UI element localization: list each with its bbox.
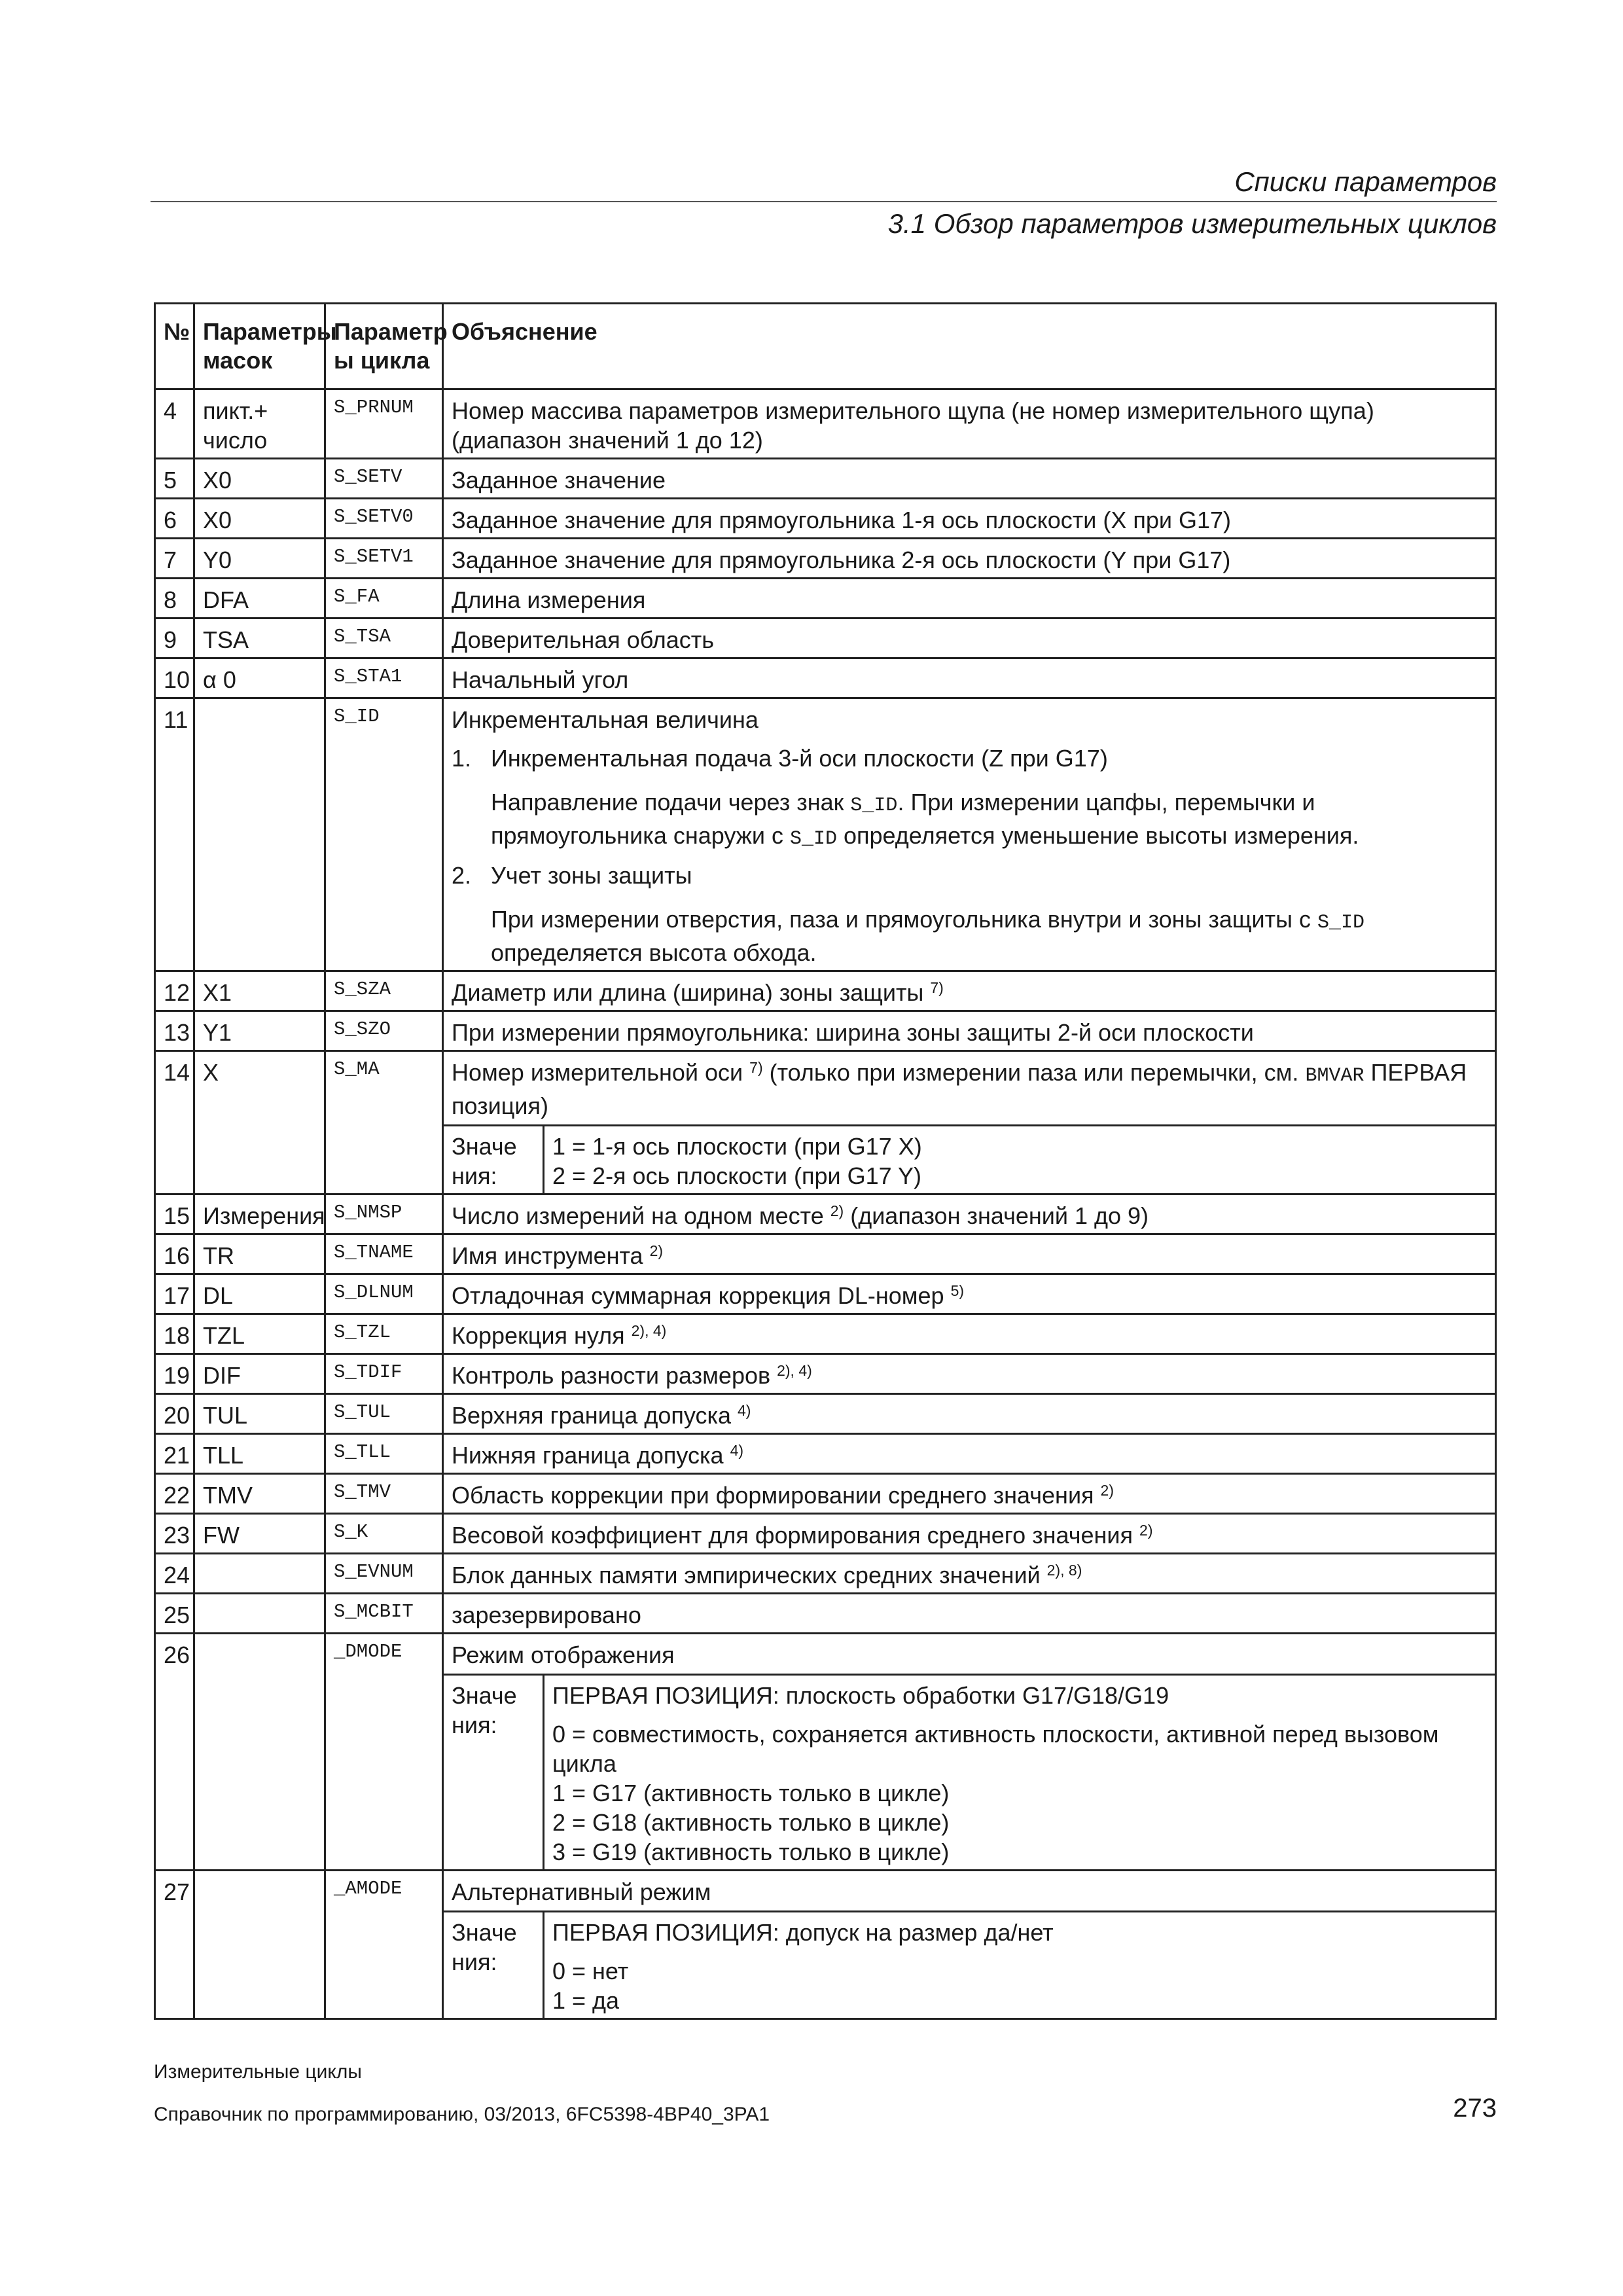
row-number: 17 xyxy=(155,1274,194,1314)
values-table xyxy=(444,1124,1495,1193)
parameters-table xyxy=(154,302,1497,2020)
explanation-text: Верхняя граница допуска xyxy=(452,1402,738,1429)
table-row xyxy=(155,1554,1496,1594)
footnote-ref: 7) xyxy=(749,1059,763,1076)
explanation-text: Область коррекции при формировании среднего значения xyxy=(452,1482,1101,1509)
mask-param: TSA xyxy=(194,619,325,658)
explanation: зарезервировано xyxy=(443,1594,1496,1634)
values-table xyxy=(444,1674,1495,1869)
row-number: 27 xyxy=(155,1871,194,2019)
mask-param: X0 xyxy=(194,459,325,499)
cycle-param: S_MA xyxy=(325,1051,443,1194)
mask-param: Y0 xyxy=(194,539,325,579)
table-row xyxy=(155,1434,1496,1474)
explanation xyxy=(443,1354,1496,1394)
code-s-id: S_ID xyxy=(850,795,898,817)
explanation xyxy=(443,1194,1496,1234)
values-label: Значе ния: xyxy=(444,1912,544,2018)
explanation-title: Режим отображения xyxy=(452,1641,675,1668)
table-row xyxy=(155,1634,1496,1871)
detail-text: При измерении отверстия, паза и прямоугольника внутри и зоны защиты с xyxy=(491,906,1317,933)
values-row xyxy=(444,1126,1495,1194)
mask-param: пикт.+ число xyxy=(194,389,325,459)
table-row xyxy=(155,1314,1496,1354)
row-number: 4 xyxy=(155,389,194,459)
cycle-param: S_SZA xyxy=(325,971,443,1011)
value-item: 3 = G19 (активность только в цикле) xyxy=(552,1839,950,1865)
cycle-param: S_SZO xyxy=(325,1011,443,1051)
row-number: 5 xyxy=(155,459,194,499)
detail-text: определяется уменьшение высоты измерения. xyxy=(837,822,1359,849)
cycle-param: S_SETV0 xyxy=(325,499,443,539)
table-row xyxy=(155,971,1496,1011)
cycle-param: S_TNAME xyxy=(325,1234,443,1274)
footnote-ref: 2) xyxy=(1100,1482,1114,1499)
value-item: 2 = G18 (активность только в цикле) xyxy=(552,1809,950,1836)
mask-param: DFA xyxy=(194,579,325,619)
value-item: 1 = да xyxy=(552,1987,620,2014)
explanation: Начальный угол xyxy=(443,658,1496,698)
list-item-detail xyxy=(491,787,1487,854)
table-row xyxy=(155,1051,1496,1194)
table-row xyxy=(155,1354,1496,1394)
list-item-number: 1. xyxy=(452,745,472,772)
list-item-detail xyxy=(491,905,1487,967)
col-header-mask: Параметры масок xyxy=(194,304,325,389)
cycle-param: S_DLNUM xyxy=(325,1274,443,1314)
row-number: 16 xyxy=(155,1234,194,1274)
list-item xyxy=(452,861,1487,890)
explanation: Доверительная область xyxy=(443,619,1496,658)
explanation-title: Инкрементальная величина xyxy=(452,706,758,733)
table-row xyxy=(155,1474,1496,1514)
table-row xyxy=(155,389,1496,459)
footnote-ref: 2), 8) xyxy=(1046,1562,1082,1579)
footnote-ref: 2) xyxy=(1139,1522,1153,1539)
footnote-ref: 4) xyxy=(738,1402,751,1419)
cycle-param: S_NMSP xyxy=(325,1194,443,1234)
explanation xyxy=(443,1474,1496,1514)
mask-param: TLL xyxy=(194,1434,325,1474)
mask-param xyxy=(194,698,325,971)
chapter-title: Списки параметров xyxy=(1234,166,1497,197)
row-number: 7 xyxy=(155,539,194,579)
table-row xyxy=(155,1194,1496,1234)
mask-param xyxy=(194,1634,325,1871)
footnote-ref: 7) xyxy=(930,979,944,996)
values-label: Значе ния: xyxy=(444,1126,544,1194)
value-item: 0 = совместимость, сохраняется активность плоскости, активной перед вызовом цикла xyxy=(552,1721,1439,1777)
footnote-ref: 2), 4) xyxy=(631,1322,667,1339)
col-header-cycle: Параметр ы цикла xyxy=(325,304,443,389)
values-list xyxy=(544,1675,1495,1870)
footnote-ref: 5) xyxy=(950,1282,965,1299)
row-number: 22 xyxy=(155,1474,194,1514)
detail-text: . При измерении цапфы, перемычки и прямоугольника снаружи с xyxy=(491,789,1315,849)
values-table xyxy=(444,1910,1495,2018)
row-number: 10 xyxy=(155,658,194,698)
explanation xyxy=(443,1434,1496,1474)
explanation xyxy=(443,1871,1496,2019)
table-row xyxy=(155,658,1496,698)
value-item: 0 = нет xyxy=(552,1958,629,1984)
explanation-text: Число измерений на одном месте xyxy=(452,1202,830,1229)
explanation-part: ПЕРВАЯ позиция) xyxy=(452,1059,1467,1119)
values-list xyxy=(544,1126,1495,1194)
values-label: Значе ния: xyxy=(444,1675,544,1870)
values-row xyxy=(444,1912,1495,2018)
table-row xyxy=(155,1234,1496,1274)
values-list xyxy=(544,1912,1495,2018)
row-number: 25 xyxy=(155,1594,194,1634)
row-number: 21 xyxy=(155,1434,194,1474)
footnote-ref: 2) xyxy=(649,1242,664,1259)
cycle-param: S_TZL xyxy=(325,1314,443,1354)
detail-text: определяется высота обхода. xyxy=(491,939,817,966)
explanation xyxy=(443,698,1496,971)
row-number: 20 xyxy=(155,1394,194,1434)
explanation: Заданное значение xyxy=(443,459,1496,499)
table-row xyxy=(155,1274,1496,1314)
header-rule xyxy=(151,201,1497,202)
value-item: 2 = 2-я ось плоскости (при G17 Y) xyxy=(552,1162,922,1189)
explanation xyxy=(443,1634,1496,1871)
table-row xyxy=(155,619,1496,658)
cycle-param: _AMODE xyxy=(325,1871,443,2019)
footer-title: Измерительные циклы xyxy=(154,2061,362,2083)
explanation-text: Отладочная суммарная коррекция DL-номер xyxy=(452,1282,951,1309)
table-row xyxy=(155,459,1496,499)
explanation xyxy=(443,1314,1496,1354)
row-number: 8 xyxy=(155,579,194,619)
mask-param xyxy=(194,1594,325,1634)
explanation xyxy=(443,1554,1496,1594)
table-row xyxy=(155,579,1496,619)
cycle-param: S_K xyxy=(325,1514,443,1554)
steps-list xyxy=(452,861,1487,890)
explanation-text: Нижняя граница допуска xyxy=(452,1442,730,1469)
explanation-text: Имя инструмента xyxy=(452,1242,650,1269)
row-number: 6 xyxy=(155,499,194,539)
mask-param: Y1 xyxy=(194,1011,325,1051)
mask-param: TZL xyxy=(194,1314,325,1354)
table-header-row xyxy=(155,304,1496,389)
row-number: 23 xyxy=(155,1514,194,1554)
row-number: 12 xyxy=(155,971,194,1011)
explanation xyxy=(443,1051,1496,1194)
explanation-text: Блок данных памяти эмпирических средних значений xyxy=(452,1562,1047,1588)
mask-param: DIF xyxy=(194,1354,325,1394)
row-number: 24 xyxy=(155,1554,194,1594)
cycle-param: S_STA1 xyxy=(325,658,443,698)
cycle-param: S_PRNUM xyxy=(325,389,443,459)
explanation-title: Альтернативный режим xyxy=(452,1878,711,1905)
mask-param: X xyxy=(194,1051,325,1194)
mask-param xyxy=(194,1554,325,1594)
footnote-ref: 2), 4) xyxy=(777,1362,812,1379)
explanation: Заданное значение для прямоугольника 1-я ось плоскости (X при G17) xyxy=(443,499,1496,539)
mask-param xyxy=(194,1871,325,2019)
detail-text: Направление подачи через знак xyxy=(491,789,851,816)
explanation xyxy=(443,1234,1496,1274)
list-item xyxy=(452,744,1487,773)
col-header-num: № xyxy=(155,304,194,389)
row-number: 26 xyxy=(155,1634,194,1871)
explanation: Номер массива параметров измерительного щупа (не номер измерительного щупа) (диапазон значений 1 до 12) xyxy=(443,389,1496,459)
code-s-id: S_ID xyxy=(1317,912,1364,934)
explanation: При измерении прямоугольника: ширина зоны защиты 2-й оси плоскости xyxy=(443,1011,1496,1051)
mask-param: DL xyxy=(194,1274,325,1314)
footer-manual: Справочник по программированию, 03/2013, 6FC5398-4BP40_3PA1 xyxy=(154,2104,770,2125)
explanation: Длина измерения xyxy=(443,579,1496,619)
explanation xyxy=(443,1394,1496,1434)
cycle-param: S_MCBIT xyxy=(325,1594,443,1634)
code-bmvar: BMVAR xyxy=(1305,1065,1364,1087)
mask-param: FW xyxy=(194,1514,325,1554)
table-row xyxy=(155,539,1496,579)
cycle-param: S_TLL xyxy=(325,1434,443,1474)
table-row xyxy=(155,1011,1496,1051)
section-title: 3.1 Обзор параметров измерительных циклов xyxy=(887,208,1497,239)
cycle-param: S_TDIF xyxy=(325,1354,443,1394)
explanation-part: Номер измерительной оси xyxy=(452,1059,750,1086)
explanation-text: Контроль разности размеров xyxy=(452,1362,777,1389)
cycle-param: S_EVNUM xyxy=(325,1554,443,1594)
row-number: 14 xyxy=(155,1051,194,1194)
mask-param: TR xyxy=(194,1234,325,1274)
mask-param: X0 xyxy=(194,499,325,539)
code-s-id: S_ID xyxy=(789,828,837,850)
explanation-text: Диаметр или длина (ширина) зоны защиты xyxy=(452,979,931,1006)
explanation-part: (только при измерении паза или перемычки, см. xyxy=(762,1059,1306,1086)
list-item-text: Учет зоны защиты xyxy=(491,862,692,889)
explanation-text: (диапазон значений 1 до 9) xyxy=(844,1202,1149,1229)
table-row xyxy=(155,499,1496,539)
values-heading: ПЕРВАЯ ПОЗИЦИЯ: допуск на размер да/нет xyxy=(552,1919,1054,1946)
mask-param: TMV xyxy=(194,1474,325,1514)
value-item: 1 = 1-я ось плоскости (при G17 X) xyxy=(552,1133,922,1160)
row-number: 13 xyxy=(155,1011,194,1051)
steps-list xyxy=(452,744,1487,773)
footnote-ref: 2) xyxy=(830,1202,844,1219)
mask-param: X1 xyxy=(194,971,325,1011)
footnote-ref: 4) xyxy=(730,1442,744,1459)
explanation-text: Коррекция нуля xyxy=(452,1322,632,1349)
values-row xyxy=(444,1675,1495,1870)
table-row xyxy=(155,698,1496,971)
cycle-param: S_ID xyxy=(325,698,443,971)
col-header-explanation: Объяснение xyxy=(443,304,1496,389)
mask-param: TUL xyxy=(194,1394,325,1434)
table-row xyxy=(155,1871,1496,2019)
row-number: 18 xyxy=(155,1314,194,1354)
page-number: 273 xyxy=(1453,2094,1497,2123)
list-item-number: 2. xyxy=(452,862,472,889)
table-row xyxy=(155,1594,1496,1634)
cycle-param: S_TSA xyxy=(325,619,443,658)
value-item: 1 = G17 (активность только в цикле) xyxy=(552,1780,950,1806)
values-heading: ПЕРВАЯ ПОЗИЦИЯ: плоскость обработки G17/G18/G19 xyxy=(552,1682,1169,1709)
cycle-param: _DMODE xyxy=(325,1634,443,1871)
explanation-text xyxy=(452,1058,1487,1121)
explanation xyxy=(443,1514,1496,1554)
row-number: 11 xyxy=(155,698,194,971)
table-row xyxy=(155,1394,1496,1434)
table-row xyxy=(155,1514,1496,1554)
cycle-param: S_TUL xyxy=(325,1394,443,1434)
explanation: Заданное значение для прямоугольника 2-я ось плоскости (Y при G17) xyxy=(443,539,1496,579)
row-number: 19 xyxy=(155,1354,194,1394)
explanation xyxy=(443,1274,1496,1314)
cycle-param: S_SETV xyxy=(325,459,443,499)
cycle-param: S_FA xyxy=(325,579,443,619)
list-item-text: Инкрементальная подача 3-й оси плоскости (Z при G17) xyxy=(491,745,1108,772)
mask-param: Измерения xyxy=(194,1194,325,1234)
explanation xyxy=(443,971,1496,1011)
mask-param: α 0 xyxy=(194,658,325,698)
cycle-param: S_SETV1 xyxy=(325,539,443,579)
row-number: 15 xyxy=(155,1194,194,1234)
row-number: 9 xyxy=(155,619,194,658)
cycle-param: S_TMV xyxy=(325,1474,443,1514)
explanation-text: Весовой коэффициент для формирования среднего значения xyxy=(452,1522,1140,1549)
